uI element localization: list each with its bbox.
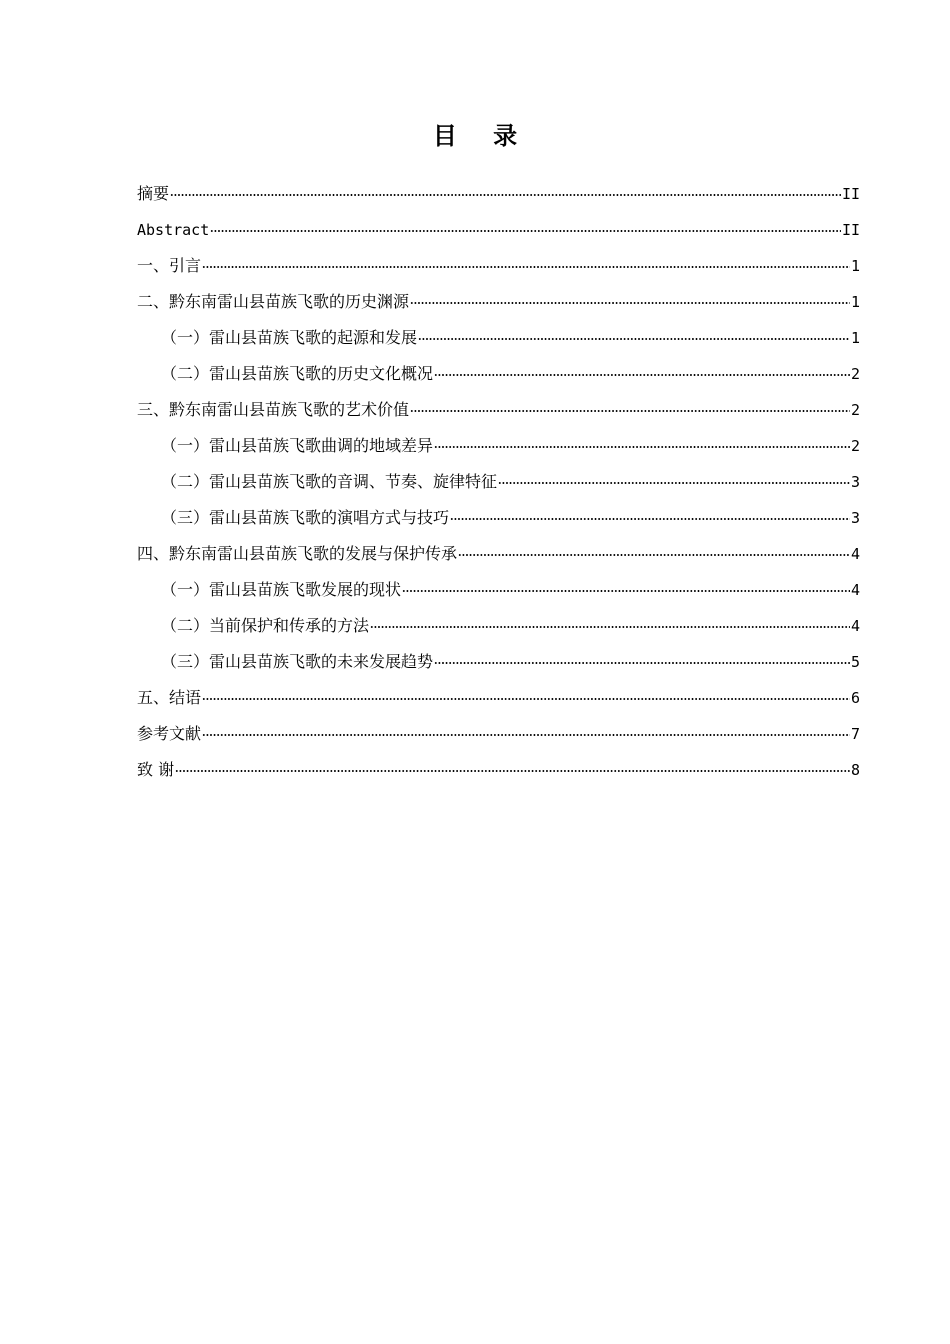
toc-entry-page: 3 <box>850 509 860 527</box>
toc-entry-abstract-cn[interactable] <box>137 176 860 212</box>
dot-leader <box>202 266 850 268</box>
toc-entry-label: 四、黔东南雷山县苗族飞歌的发展与保护传承 <box>137 544 458 563</box>
toc-entry-section-4-1[interactable] <box>137 572 860 608</box>
toc-entry-label: 参考文献 <box>137 724 202 743</box>
dot-leader <box>410 410 850 412</box>
toc-entry-section-3-3[interactable] <box>137 500 860 536</box>
toc-entry-section-2-2[interactable] <box>137 356 860 392</box>
toc-entry-label: 五、结语 <box>137 688 202 707</box>
toc-entry-page: 4 <box>850 581 860 599</box>
toc-entry-page: 4 <box>850 545 860 563</box>
dot-leader <box>202 698 850 700</box>
toc-entry-page: 2 <box>850 365 860 383</box>
toc-entry-label: （一）雷山县苗族飞歌的起源和发展 <box>161 328 418 347</box>
toc-entry-label: （二）雷山县苗族飞歌的音调、节奏、旋律特征 <box>161 472 498 491</box>
toc-entry-label: 摘要 <box>137 184 170 203</box>
toc-entry-page: 6 <box>850 689 860 707</box>
toc-entry-label: 三、黔东南雷山县苗族飞歌的艺术价值 <box>137 400 410 419</box>
dot-leader <box>418 338 850 340</box>
toc-entry-section-3-1[interactable] <box>137 428 860 464</box>
page-title: 目 录 <box>432 122 532 150</box>
dot-leader <box>458 554 850 556</box>
dot-leader <box>175 770 850 772</box>
toc-entry-page: 5 <box>850 653 860 671</box>
dot-leader <box>434 374 850 376</box>
dot-leader <box>202 734 850 736</box>
toc-entry-page: 4 <box>850 617 860 635</box>
toc-entry-page: II <box>841 185 860 203</box>
toc-entry-section-2-1[interactable] <box>137 320 860 356</box>
toc-entry-page: 8 <box>850 761 860 779</box>
toc-entry-page: 1 <box>850 257 860 275</box>
toc-entry-references[interactable] <box>137 716 860 752</box>
toc-entry-label: 致 谢 <box>137 760 175 779</box>
dot-leader <box>410 302 850 304</box>
toc-entry-page: 2 <box>850 437 860 455</box>
toc-entry-label: （一）雷山县苗族飞歌曲调的地域差异 <box>161 436 434 455</box>
toc-entry-chapter-1[interactable] <box>137 248 860 284</box>
dot-leader <box>370 626 850 628</box>
toc-entry-conclusion[interactable] <box>137 680 860 716</box>
toc-entry-abstract-en[interactable] <box>137 212 860 248</box>
toc-entry-page: II <box>841 221 860 239</box>
toc-entry-label: （二）雷山县苗族飞歌的历史文化概况 <box>161 364 434 383</box>
toc-entry-label: 一、引言 <box>137 256 202 275</box>
toc-entry-page: 7 <box>850 725 860 743</box>
toc-entry-page: 3 <box>850 473 860 491</box>
toc-entry-page: 1 <box>850 329 860 347</box>
toc-entry-label: （二）当前保护和传承的方法 <box>161 616 370 635</box>
toc-entry-section-4-3[interactable] <box>137 644 860 680</box>
dot-leader <box>434 662 850 664</box>
dot-leader <box>498 482 850 484</box>
toc-entry-section-3-2[interactable] <box>137 464 860 500</box>
toc-entry-label: （三）雷山县苗族飞歌的演唱方式与技巧 <box>161 508 450 527</box>
toc-entry-section-4-2[interactable] <box>137 608 860 644</box>
toc-entry-acknowledgements[interactable] <box>137 752 860 788</box>
toc-entry-page: 2 <box>850 401 860 419</box>
dot-leader <box>170 194 841 196</box>
dot-leader <box>434 446 850 448</box>
table-of-contents <box>137 176 860 788</box>
toc-entry-label: Abstract <box>137 221 210 239</box>
toc-entry-chapter-4[interactable] <box>137 536 860 572</box>
dot-leader <box>210 230 841 232</box>
toc-entry-label: （一）雷山县苗族飞歌发展的现状 <box>161 580 402 599</box>
dot-leader <box>402 590 850 592</box>
toc-entry-chapter-2[interactable] <box>137 284 860 320</box>
toc-entry-label: （三）雷山县苗族飞歌的未来发展趋势 <box>161 652 434 671</box>
toc-entry-chapter-3[interactable] <box>137 392 860 428</box>
dot-leader <box>450 518 850 520</box>
toc-entry-label: 二、黔东南雷山县苗族飞歌的历史渊源 <box>137 292 410 311</box>
toc-entry-page: 1 <box>850 293 860 311</box>
